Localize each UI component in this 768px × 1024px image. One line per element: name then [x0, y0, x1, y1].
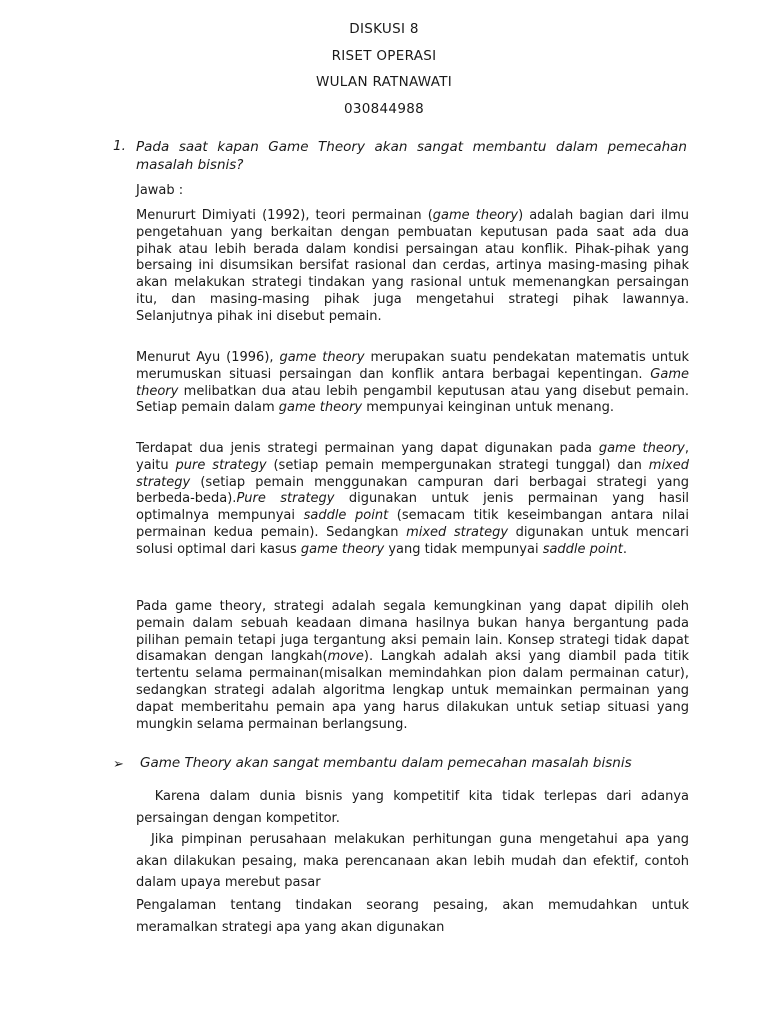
text-run: digunakan untuk jenis permainan yang hasil optimalnya mempunyai [136, 491, 690, 524]
header-author: WULAN RATNAWATI [315, 74, 453, 90]
text-run: merupakan suatu pendekatan matematis untuk merumuskan situasi persaingan dan konflik antara berbagai kepentingan. [136, 350, 690, 382]
text-run: Menurut Ayu (1996), [136, 350, 280, 365]
text-run: , yaitu [136, 441, 689, 473]
paragraph-text [136, 441, 689, 559]
italic-term: game theory [278, 400, 363, 416]
text-run: yang tidak mempunyai [384, 541, 543, 557]
paragraph-text [136, 599, 689, 733]
arrow-bullet-icon: ➢ [113, 757, 124, 772]
answer-paragraph-2 [136, 350, 689, 417]
text-run: (setiap pemain mempergunakan strategi tunggal) dan [266, 457, 649, 473]
question-number: 1. [113, 138, 126, 154]
italic-term: mixed strategy [406, 524, 509, 540]
answer-paragraph-4 [136, 599, 689, 733]
reason-text: Pengalaman tentang tindakan seorang pesaing, akan memudahkan untuk meramalkan strategi apa yang akan digunakan [136, 898, 689, 935]
bullet-heading: Game Theory akan sangat membantu dalam pemecahan masalah bisnis [140, 755, 632, 771]
text-run: ) adalah bagian dari ilmu pengetahuan yang berkaitan dengan pembuatan keputusan pada saat ada dua pihak atau lebih berada dalam kondisi persaingan atau konflik. Pihak-pihak yang bersaing ini disumsikan bersifat rasional dan cerdas, artinya masing-masing pihak akan melakukan strategi tindakan yang rasional untuk memenangkan persaingan itu, dan masing-masing pihak juga mengetahui strategi pihak lawannya. Selanjutnya pihak ini disebut pemain. [136, 208, 689, 324]
italic-term: saddle point [303, 508, 389, 524]
text-run: (setiap pemain menggunakan campuran dari berbagai strategi yang berbeda-beda). [136, 474, 689, 507]
italic-term: Game theory [136, 366, 689, 399]
text-run: melibatkan dua atau lebih pengambil keputusan atau yang disebut pemain. Setiap pemain dalam [136, 383, 689, 416]
reason-text [136, 786, 689, 829]
italic-term: pure strategy [175, 457, 267, 473]
italic-term: move [327, 649, 364, 665]
italic-term: game theory [598, 441, 685, 456]
document-header [0, 16, 768, 122]
reason-run: Jika pimpinan perusahaan melakukan perhitungan guna mengetahui apa yang akan dilakukan pesaing, maka perencanaan akan lebih mudah dan efektif, contoh dalam upaya merebut pasar [136, 832, 689, 890]
text-run: (semacam titik keseimbangan antara nilai permainan kedua pemain). Sedangkan [136, 508, 689, 540]
italic-term: game theory [279, 350, 365, 365]
answer-paragraph-3 [136, 441, 689, 559]
text-run: Menururt Dimiyati (1992), teori permainan ( [136, 208, 433, 223]
header-student-id: 030844988 [343, 100, 424, 117]
paragraph-text [136, 350, 689, 417]
reason-text [136, 829, 689, 894]
text-run: . [622, 541, 627, 557]
reason-run: Karena dalam dunia bisnis yang kompetitif kita tidak terlepas dari adanya persaingan dengan kompetitor. [136, 789, 689, 826]
text-run: Pada game theory, strategi adalah segala kemungkinan yang dapat dipilih oleh pemain dalam sebuah keadaan dimana hasilnya bukan hanya bergantung pada pilihan pemain tetapi juga tergantung aksi pemain lain. Konsep strategi tidak dapat disamakan dengan langkah( [136, 599, 689, 665]
text-run: ). Langkah adalah aksi yang diambil pada titik tertentu selama permainan(misalkan memindahkan pion dalam permainan catur), sedangkan strategi adalah algoritma lengkap untuk memainkan permainan yang dapat memberitahu pemain apa yang harus dilakukan untuk setiap situasi yang mungkin selama permainan berlangsung. [136, 649, 689, 732]
italic-term: game theory [300, 541, 385, 557]
reason-3 [136, 895, 689, 938]
italic-term: mixed strategy [136, 457, 689, 490]
reason-1 [136, 786, 689, 829]
text-run: Terdapat dua jenis strategi permainan yang dapat digunakan pada [136, 441, 599, 456]
header-title: DISKUSI 8 [349, 21, 419, 37]
header-subject: RISET OPERASI [331, 47, 437, 64]
question-text: Pada saat kapan Game Theory akan sangat membantu dalam pemecahan masalah bisnis? [136, 139, 687, 173]
italic-term: game theory [432, 208, 519, 223]
answer-paragraph-1 [136, 208, 689, 326]
italic-term: Pure strategy [236, 491, 335, 507]
answer-label [136, 183, 689, 200]
reason-2 [136, 829, 689, 894]
text-run: digunakan untuk mencari solusi optimal dari kasus [136, 524, 689, 557]
paragraph-text [136, 208, 689, 326]
text-run: mempunyai keinginan untuk menang. [362, 400, 615, 416]
answer-label-text: Jawab : [136, 183, 184, 198]
italic-term: saddle point [542, 541, 623, 557]
